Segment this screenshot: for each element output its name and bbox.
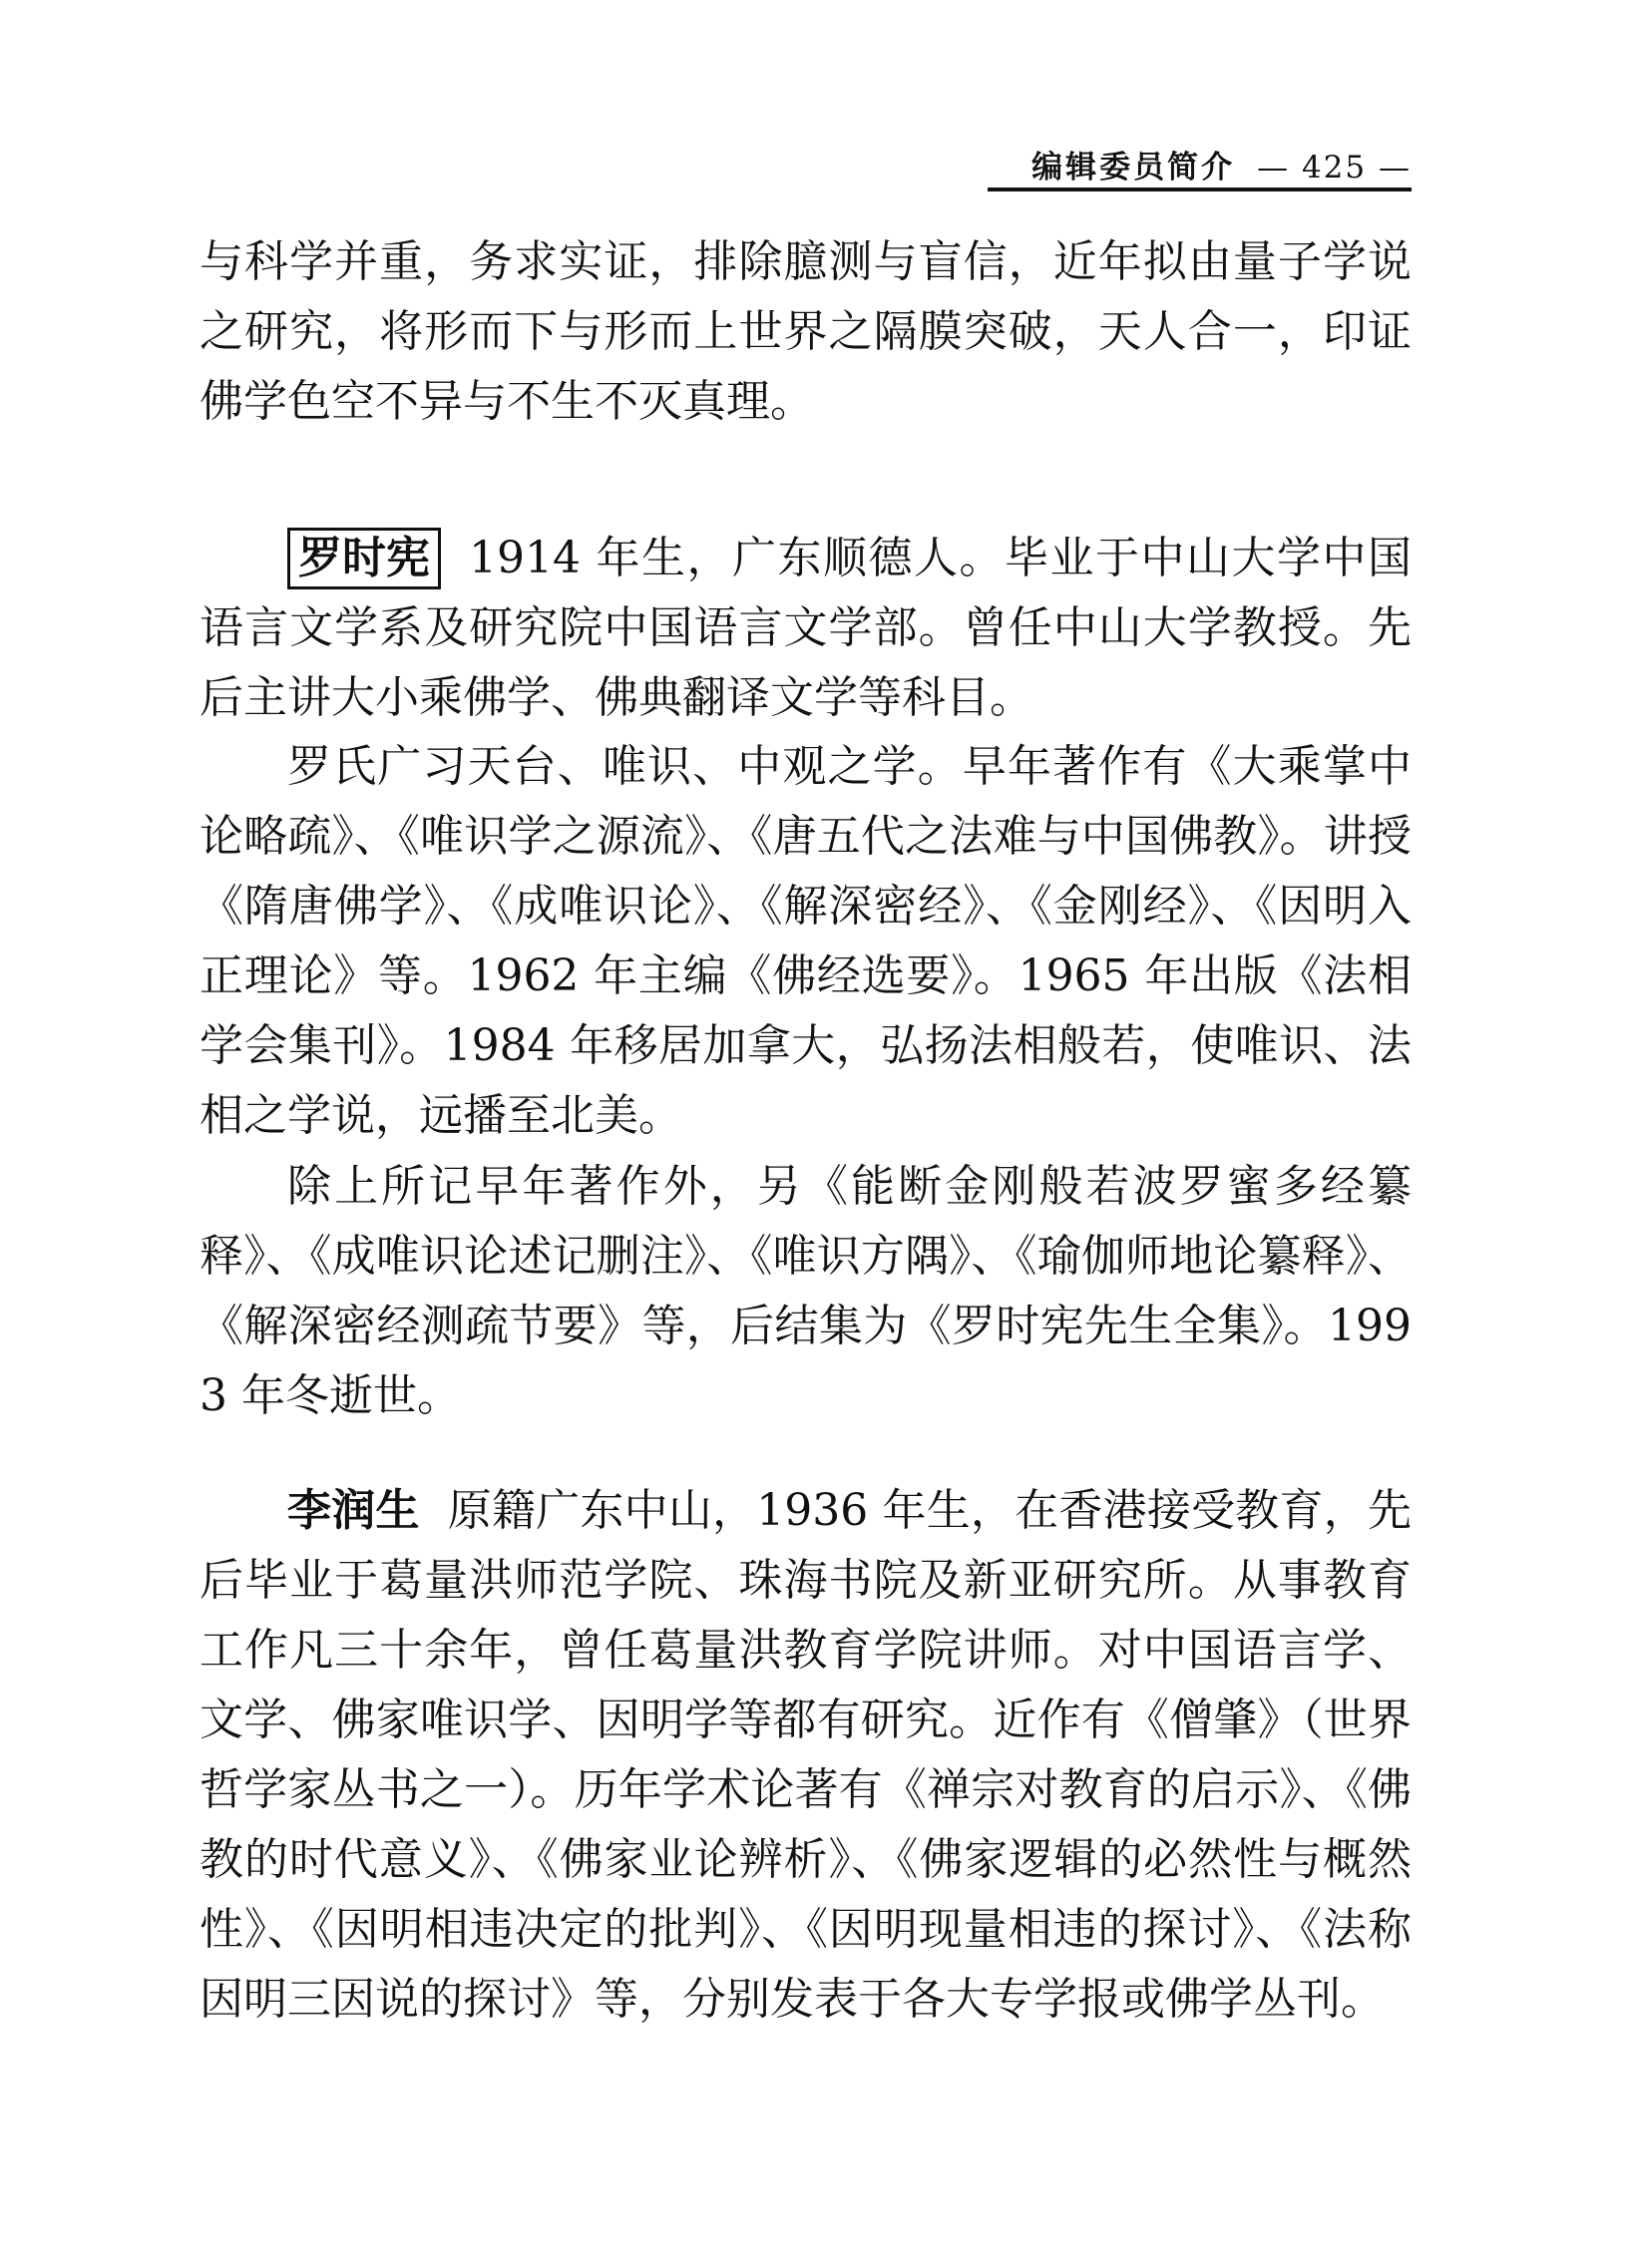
- entry-li-runsheng-text: 原籍广东中山，1936 年生，在香港接受教育，先后毕业于葛量洪师范学院、珠海书院及新亚研究所。从事教育工作凡三十余年，曾任葛量洪教育学院讲师。对中国语言学、文学、佛家唯识学、因明学等都有研究。近作有《僧肇》（世界哲学家丛书之一）。历年学术论著有《禅宗对教育的启示》、《佛教的时代意义》、《佛家业论辨析》、《佛家逻辑的必然性与概然性》、《因明相违决定的批判》、《因明现量相违的探讨》、《法称因明三因说的探讨》等，分别发表于各大专学报或佛学丛刊。: [200, 1485, 1412, 2025]
- section-title: 编辑委员简介: [1031, 150, 1236, 186]
- entry-luo-shixian-text: 1914 年生，广东顺德人。毕业于中山大学中国语言文学系及研究院中国语言文学部。曾任中山大学教授。先后主讲大小乘佛学、佛典翻译文学等科目。: [200, 533, 1412, 723]
- header-rule: [988, 188, 1412, 191]
- page-number: — 425 —: [1257, 150, 1412, 186]
- entry-luo-shixian-later-works: 除上所记早年著作外，另《能断金刚般若波罗蜜多经纂释》、《成唯识论述记删注》、《唯识方隅》、《瑜伽师地论纂释》、《解深密经测疏节要》等，后结集为《罗时宪先生全集》。1993 年冬逝世。: [200, 1161, 1412, 1421]
- entry-luo-shixian-intro: [200, 524, 1412, 733]
- entry-name-li-runsheng: 李润生: [287, 1485, 420, 1536]
- continuation-paragraph: 与科学并重，务求实证，排除臆测与盲信，近年拟由量子学说之研究，将形而下与形而上世界之隔膜突破，天人合一，印证佛学色空不异与不生不灭真理。: [200, 236, 1412, 427]
- entry-name-luo-shixian: 罗时宪: [287, 528, 441, 589]
- entry-li-runsheng: [200, 1476, 1412, 2035]
- entry-luo-shixian-works: 罗氏广习天台、唯识、中观之学。早年著作有《大乘掌中论略疏》、《唯识学之源流》、《唐五代之法难与中国佛教》。讲授《隋唐佛学》、《成唯识论》、《解深密经》、《金刚经》、《因明入正理论》等。1962 年主编《佛经选要》。1965 年出版《法相学会集刊》。1984 年移居加拿大，弘扬法相般若，使唯识、法相之学说，远播至北美。: [200, 741, 1412, 1141]
